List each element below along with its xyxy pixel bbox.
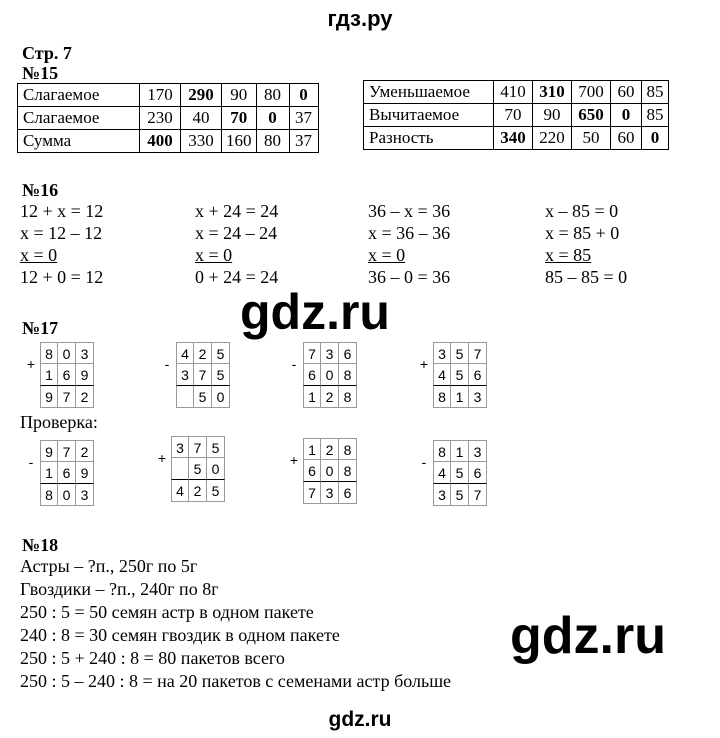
table-cell: 340 <box>494 127 533 150</box>
digit-cell: 5 <box>207 480 225 502</box>
table-cell: 400 <box>140 130 181 153</box>
digit-cell: 1 <box>303 386 321 408</box>
digit-cell: 0 <box>212 386 230 408</box>
table-row <box>18 84 319 107</box>
equation-line: 36 – x = 36 <box>368 201 451 221</box>
table-cell: 85 <box>642 81 669 104</box>
page-number: Стр. 7 <box>22 43 72 63</box>
table-cell: 60 <box>611 81 642 104</box>
digit-cell <box>171 458 189 480</box>
solution-line: Гвоздики – ?п., 240г по 8г <box>20 579 219 599</box>
digit-cell: 1 <box>40 364 58 386</box>
table-cell: 310 <box>533 81 572 104</box>
equation-line: x – 85 = 0 <box>545 201 619 221</box>
digit-cell: 3 <box>321 482 339 504</box>
digit-cell: 3 <box>469 386 487 408</box>
table-row <box>364 81 669 104</box>
equation-column <box>195 200 278 288</box>
digit-cell: 7 <box>58 440 76 462</box>
row-label: Вычитаемое <box>364 104 494 127</box>
equation-line: 12 + x = 12 <box>20 201 104 221</box>
table-cell: 37 <box>289 130 318 153</box>
digit-cell: 3 <box>176 364 194 386</box>
digit-cell: 7 <box>194 364 212 386</box>
table-cell: 90 <box>222 84 257 107</box>
operator-sign: + <box>157 450 167 466</box>
digit-cell: 9 <box>40 440 58 462</box>
table-cell: 170 <box>140 84 181 107</box>
table-cell: 50 <box>572 127 611 150</box>
column-calculation <box>285 438 357 504</box>
solution-line: Астры – ?п., 250г по 5г <box>20 556 198 576</box>
table-cell: 410 <box>494 81 533 104</box>
digit-cell: 3 <box>321 342 339 364</box>
digit-cell: 5 <box>212 364 230 386</box>
table-cell: 70 <box>494 104 533 127</box>
row-label: Слагаемое <box>18 84 140 107</box>
operator-sign <box>285 482 303 504</box>
operator-sign <box>415 484 433 506</box>
digit-cell: 8 <box>339 438 357 460</box>
equation-line: x = 24 – 24 <box>195 223 278 243</box>
digit-cell: 3 <box>433 484 451 506</box>
row-label: Разность <box>364 127 494 150</box>
table-cell: 290 <box>181 84 222 107</box>
digit-cell: 5 <box>451 462 469 484</box>
solution-line: 250 : 5 + 240 : 8 = 80 пакетов всего <box>20 648 285 668</box>
equation-line: x = 0 <box>20 245 58 265</box>
digit-cell: 0 <box>321 460 339 482</box>
task16-title: №16 <box>22 180 59 200</box>
operator-sign <box>285 386 303 408</box>
digit-cell: 8 <box>40 484 58 506</box>
table-cell: 85 <box>642 104 669 127</box>
digit-cell: 5 <box>189 458 207 480</box>
site-footer: gdz.ru <box>328 708 392 731</box>
digit-cell: 0 <box>58 342 76 364</box>
site-header: гдз.ру <box>327 6 393 31</box>
column-calculation <box>158 342 230 408</box>
table-cell: 70 <box>222 107 257 130</box>
digit-cell: 6 <box>339 342 357 364</box>
digit-cell: 2 <box>321 438 339 460</box>
table-cell: 80 <box>256 130 289 153</box>
table-row <box>18 130 319 153</box>
digit-cell: 8 <box>433 386 451 408</box>
digit-cell: 6 <box>469 364 487 386</box>
digit-cell: 3 <box>469 440 487 462</box>
digit-cell: 3 <box>171 436 189 458</box>
check-label: Проверка: <box>20 412 98 432</box>
digit-cell: 7 <box>469 342 487 364</box>
digit-cell: 1 <box>451 386 469 408</box>
digit-cell: 6 <box>303 460 321 482</box>
column-calculation <box>285 342 357 408</box>
table-cell: 650 <box>572 104 611 127</box>
equation-line: x = 0 <box>368 245 406 265</box>
equation-line: 12 + 0 = 12 <box>20 267 104 287</box>
task15-table-right <box>363 80 669 150</box>
operator-sign <box>22 484 40 506</box>
column-calculation <box>153 436 225 502</box>
table-row <box>364 127 669 150</box>
equation-line: 85 – 85 = 0 <box>545 267 628 287</box>
digit-cell: 1 <box>451 440 469 462</box>
operator-sign: - <box>164 356 170 372</box>
task17-title: №17 <box>22 318 59 338</box>
equation-column <box>368 200 450 288</box>
row-label: Сумма <box>18 130 140 153</box>
equation-line: x = 0 <box>195 245 233 265</box>
operator-sign <box>158 386 176 408</box>
digit-cell: 5 <box>194 386 212 408</box>
digit-cell: 2 <box>189 480 207 502</box>
digit-cell: 8 <box>339 386 357 408</box>
operator-sign: + <box>419 356 429 372</box>
operator-sign <box>153 480 171 502</box>
digit-cell: 5 <box>207 436 225 458</box>
digit-cell: 4 <box>171 480 189 502</box>
digit-cell: 5 <box>451 484 469 506</box>
digit-cell: 6 <box>58 462 76 484</box>
column-calculation <box>22 440 94 506</box>
digit-cell: 0 <box>207 458 225 480</box>
equation-line: x + 24 = 24 <box>195 201 279 221</box>
table-cell: 0 <box>289 84 318 107</box>
digit-cell: 3 <box>433 342 451 364</box>
table-cell: 37 <box>289 107 318 130</box>
equation-column <box>20 200 103 288</box>
digit-cell: 3 <box>76 484 94 506</box>
digit-cell: 9 <box>76 364 94 386</box>
digit-cell: 9 <box>40 386 58 408</box>
table-cell: 60 <box>611 127 642 150</box>
solution-line: 240 : 8 = 30 семян гвоздик в одном пакете <box>20 625 340 645</box>
table-row <box>18 107 319 130</box>
digit-cell: 9 <box>76 462 94 484</box>
digit-cell: 1 <box>303 438 321 460</box>
equation-line: 0 + 24 = 24 <box>195 267 279 287</box>
solution-line: 250 : 5 – 240 : 8 = на 20 пакетов с семенами астр больше <box>20 671 452 691</box>
digit-cell: 2 <box>76 386 94 408</box>
digit-cell: 8 <box>339 364 357 386</box>
operator-sign: + <box>289 452 299 468</box>
digit-cell: 5 <box>451 364 469 386</box>
solution-line: 250 : 5 = 50 семян астр в одном пакете <box>20 602 314 622</box>
digit-cell: 4 <box>433 462 451 484</box>
digit-cell: 5 <box>451 342 469 364</box>
table-cell: 220 <box>533 127 572 150</box>
watermark-middle: gdz.ru <box>240 284 390 340</box>
column-calculation <box>415 342 487 408</box>
digit-cell: 7 <box>303 342 321 364</box>
digit-cell: 5 <box>212 342 230 364</box>
digit-cell: 0 <box>321 364 339 386</box>
table-cell: 230 <box>140 107 181 130</box>
digit-cell: 1 <box>40 462 58 484</box>
digit-cell: 2 <box>321 386 339 408</box>
operator-sign: + <box>26 356 36 372</box>
digit-cell: 8 <box>40 342 58 364</box>
digit-cell: 7 <box>189 436 207 458</box>
equation-line: x = 12 – 12 <box>20 223 103 243</box>
digit-cell: 4 <box>433 364 451 386</box>
digit-cell: 7 <box>469 484 487 506</box>
digit-cell <box>176 386 194 408</box>
digit-cell: 2 <box>194 342 212 364</box>
table-cell: 0 <box>256 107 289 130</box>
task15-title: №15 <box>22 63 59 83</box>
table-cell: 330 <box>181 130 222 153</box>
operator-sign <box>22 386 40 408</box>
digit-cell: 8 <box>433 440 451 462</box>
task18-title: №18 <box>22 535 59 555</box>
equation-line: x = 85 + 0 <box>545 223 620 243</box>
operator-sign: - <box>28 454 34 470</box>
equation-line: x = 85 <box>545 245 592 265</box>
operator-sign: - <box>421 454 427 470</box>
digit-cell: 6 <box>469 462 487 484</box>
operator-sign <box>415 386 433 408</box>
digit-cell: 6 <box>339 482 357 504</box>
operator-sign: - <box>291 356 297 372</box>
table-cell: 700 <box>572 81 611 104</box>
row-label: Слагаемое <box>18 107 140 130</box>
column-calculation <box>22 342 94 408</box>
digit-cell: 8 <box>339 460 357 482</box>
digit-cell: 7 <box>58 386 76 408</box>
table-cell: 0 <box>642 127 669 150</box>
table-row <box>364 104 669 127</box>
table-cell: 40 <box>181 107 222 130</box>
watermark-right: gdz.ru <box>510 607 666 665</box>
table-cell: 0 <box>611 104 642 127</box>
table-cell: 160 <box>222 130 257 153</box>
digit-cell: 4 <box>176 342 194 364</box>
task15-table-left <box>17 83 319 153</box>
digit-cell: 2 <box>76 440 94 462</box>
digit-cell: 7 <box>303 482 321 504</box>
digit-cell: 0 <box>58 484 76 506</box>
digit-cell: 6 <box>58 364 76 386</box>
table-cell: 90 <box>533 104 572 127</box>
equation-line: x = 36 – 36 <box>368 223 451 243</box>
table-cell: 80 <box>256 84 289 107</box>
digit-cell: 3 <box>76 342 94 364</box>
equation-column <box>545 200 627 288</box>
row-label: Уменьшаемое <box>364 81 494 104</box>
equation-line: 36 – 0 = 36 <box>368 267 451 287</box>
digit-cell: 6 <box>303 364 321 386</box>
column-calculation <box>415 440 487 506</box>
